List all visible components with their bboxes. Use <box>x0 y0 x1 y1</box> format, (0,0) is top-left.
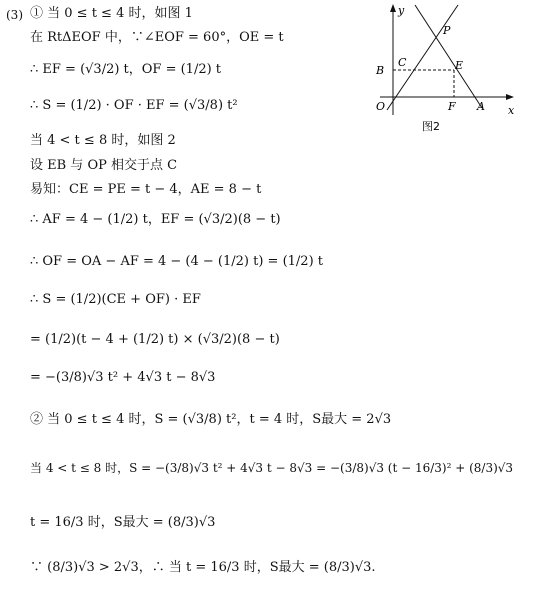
solution-line-11: = (1/2)(t − 4 + (1/2) t) × (√3/2)(8 − t) <box>30 332 280 347</box>
solution-line-6: 设 EB 与 OP 相交于点 C <box>30 158 178 173</box>
figure-caption: 图2 <box>422 120 440 133</box>
solution-line-9: ∴ OF = OA − AF = 4 − (4 − (1/2) t) = (1/2) t <box>30 254 324 269</box>
label-p: P <box>443 24 451 37</box>
solution-line-15: t = 16/3 时，S最大 = (8/3)√3 <box>30 515 216 530</box>
label-b: B <box>376 64 385 77</box>
solution-line-8: ∴ AF = 4 − (1/2) t，EF = (√3/2)(8 − t) <box>30 212 281 227</box>
solution-line-10: ∴ S = (1/2)(CE + OF) · EF <box>30 292 201 307</box>
label-a: A <box>477 100 485 113</box>
solution-line-3: ∴ EF = (√3/2) t，OF = (1/2) t <box>30 62 222 77</box>
solution-line-2: 在 RtΔEOF 中，∵∠EOF = 60°，OE = t <box>30 30 284 45</box>
label-f: F <box>448 100 456 113</box>
solution-line-5: 当 4 < t ≤ 8 时，如图 2 <box>30 133 176 148</box>
part-label: (3) <box>6 8 23 22</box>
y-axis-arrow <box>390 4 396 12</box>
solution-line-13: ② 当 0 ≤ t ≤ 4 时，S = (√3/8) t²，t = 4 时，S最大 = 2√3 <box>30 412 392 427</box>
label-e: E <box>455 59 464 72</box>
label-o: O <box>376 100 386 113</box>
figure-2-diagram <box>360 0 546 140</box>
line-ap <box>415 5 482 108</box>
x-axis-arrow <box>506 94 514 100</box>
label-c: C <box>398 56 407 69</box>
solution-line-16: ∵ (8/3)√3 > 2√3，∴ 当 t = 16/3 时，S最大 = (8/3)√3. <box>30 560 376 575</box>
solution-line-4: ∴ S = (1/2) · OF · EF = (√3/8) t² <box>30 98 238 113</box>
label-y: y <box>398 4 405 17</box>
solution-line-1: ① 当 0 ≤ t ≤ 4 时，如图 1 <box>30 6 193 21</box>
figure-2 <box>360 0 546 140</box>
solution-line-12: = −(3/8)√3 t² + 4√3 t − 8√3 <box>30 370 216 385</box>
label-x: x <box>508 104 515 117</box>
solution-line-7: 易知：CE = PE = t − 4，AE = 8 − t <box>30 182 262 197</box>
solution-line-14: 当 4 < t ≤ 8 时，S = −(3/8)√3 t² + 4√3 t − 8√3 = −(3/8)√3 (t − 16/3)² + (8/3)√3 <box>30 461 514 475</box>
